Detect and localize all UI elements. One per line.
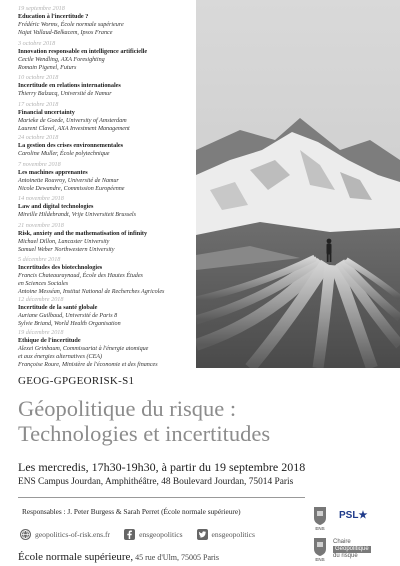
session-item [18, 329, 194, 369]
website-link-label: geopolitics-of-risk.ens.fr [35, 529, 111, 539]
website-link[interactable] [20, 529, 110, 540]
session-speaker: Thierry Balzacq, Université de Namur [18, 91, 112, 97]
session-speaker: Najat Vallaud-Belkacem, Ipsos France [18, 30, 113, 36]
ens-logo-secondary [311, 536, 329, 562]
divider [18, 497, 305, 498]
session-item [18, 5, 194, 37]
venue-text: ENS Campus Jourdan, Amphithéâtre, 48 Boulevard Jourdan, 75014 Paris [18, 477, 294, 487]
session-speaker: Françoise Roure, Ministère de l'économie et des finances [18, 362, 158, 368]
session-item [18, 134, 194, 158]
session-title: Incertitude de la santé globale [18, 304, 98, 311]
facebook-link[interactable] [124, 529, 182, 540]
session-date: 7 novembre 2018 [18, 161, 61, 168]
session-speaker: Michael Dillon, Lancaster University [18, 239, 110, 245]
session-speaker: Frédéric Worms, École normale supérieure [18, 22, 124, 28]
session-speaker: Antoinette Rouvroy, Université de Namur [18, 178, 119, 184]
title-line-1: Géopolitique du risque : [18, 396, 237, 421]
session-item [18, 74, 194, 98]
session-speaker: Sylvie Briand, World Health Organisation [18, 321, 121, 327]
session-title: Incertitude en relations internationales [18, 82, 121, 89]
session-speaker: Marieke de Goede, University of Amsterdam [18, 118, 127, 124]
session-speaker: Alexei Grinbaum, Commissariat à l'énergie atomique [18, 346, 149, 352]
session-speaker: Cecile Wendling, AXA Foresighting [18, 57, 105, 63]
organizers-text: Responsables : J. Peter Burgess & Sarah Perret (École normale supérieure) [22, 507, 241, 516]
session-speaker: Auriane Guilbaud, Université de Paris 8 [18, 313, 118, 319]
session-speaker: Francis Chateauraynaud, École des Hautes Études [18, 273, 143, 279]
chaire-line-1: Chaire [333, 539, 351, 545]
facebook-icon [124, 529, 135, 540]
session-item [18, 161, 194, 193]
schedule-text: Les mercredis, 17h30-19h30, à partir du 19 septembre 2018 [18, 460, 306, 474]
session-speaker: Nicole Dewandre, Commission Européenne [18, 186, 125, 192]
ens-logo-caption: ENS [315, 526, 325, 531]
session-item [18, 101, 194, 133]
session-date: 5 décembre 2018 [18, 256, 61, 263]
session-date: 12 décembre 2018 [18, 296, 64, 303]
session-date: 3 octobre 2018 [18, 40, 56, 47]
psl-logo: PSL★ [339, 510, 368, 521]
session-speaker: Romain Pigenel, Futurs [18, 65, 77, 71]
institution-address [18, 547, 219, 565]
session-title: La gestion des crises environnementales [18, 142, 124, 149]
globe-icon [20, 529, 31, 540]
institution-name: École normale supérieure, [18, 551, 134, 563]
session-date: 19 septembre 2018 [18, 5, 65, 12]
session-item [18, 296, 194, 328]
session-title: Ethique de l'incertitude [18, 337, 81, 344]
twitter-link[interactable] [197, 529, 255, 540]
session-title: Innovation responsable en intelligence artificielle [18, 48, 148, 55]
ens-logo [311, 505, 329, 531]
session-date: 19 décembre 2018 [18, 329, 64, 336]
session-item [18, 256, 194, 296]
session-speaker: Antoine Messéan, Institut National de Recherches Agricoles [18, 289, 165, 295]
ens-logo-secondary-caption: ENS [315, 557, 325, 562]
session-speaker: et aux énergies alternatives (CEA) [18, 354, 103, 360]
session-title: Law and digital technologies [18, 203, 94, 210]
session-item [18, 195, 194, 219]
chaire-line-3: du risque [333, 553, 358, 559]
session-item [18, 222, 194, 254]
session-date: 21 novembre 2018 [18, 222, 64, 229]
title-line-2: Technologies et incertitudes [18, 421, 271, 446]
course-code: GEOG-GPGEORISK-S1 [18, 375, 135, 387]
session-speaker: Caroline Muller, École polytechnique [18, 151, 110, 157]
session-speaker: en Sciences Sociales [18, 281, 69, 287]
session-date: 17 octobre 2018 [18, 101, 59, 108]
facebook-link-label: ensgeopolitics [139, 529, 183, 539]
twitter-icon [197, 529, 208, 540]
twitter-link-label: ensgeopolitics [211, 529, 255, 539]
session-title: Education à l'incertitude ? [18, 13, 89, 20]
session-item [18, 40, 194, 72]
session-title: Risk, anxiety and the mathematisation of infinity [18, 230, 148, 237]
session-speaker: Mireille Hildebrandt, Vrije Universiteit Brussels [18, 212, 136, 218]
session-title: Incertitudes des biotechnologies [18, 264, 103, 271]
institution-street: 45 rue d'Ulm, 75005 Paris [133, 553, 220, 562]
session-list [0, 0, 196, 368]
session-title: Financial uncertainty [18, 109, 75, 116]
session-speaker: Samuel Weber Northwestern University [18, 247, 115, 253]
page-title [18, 396, 388, 446]
session-speaker: Laurent Clavel, AXA Investment Management [18, 126, 130, 132]
session-date: 14 novembre 2018 [18, 195, 64, 202]
chaire-line-2: Géopolitique [335, 546, 369, 552]
session-date: 24 octobre 2018 [18, 134, 59, 141]
session-title: Les machines apprenantes [18, 169, 88, 176]
session-date: 10 octobre 2018 [18, 74, 59, 81]
chaire-logo [333, 539, 393, 560]
contact-links [20, 527, 269, 541]
